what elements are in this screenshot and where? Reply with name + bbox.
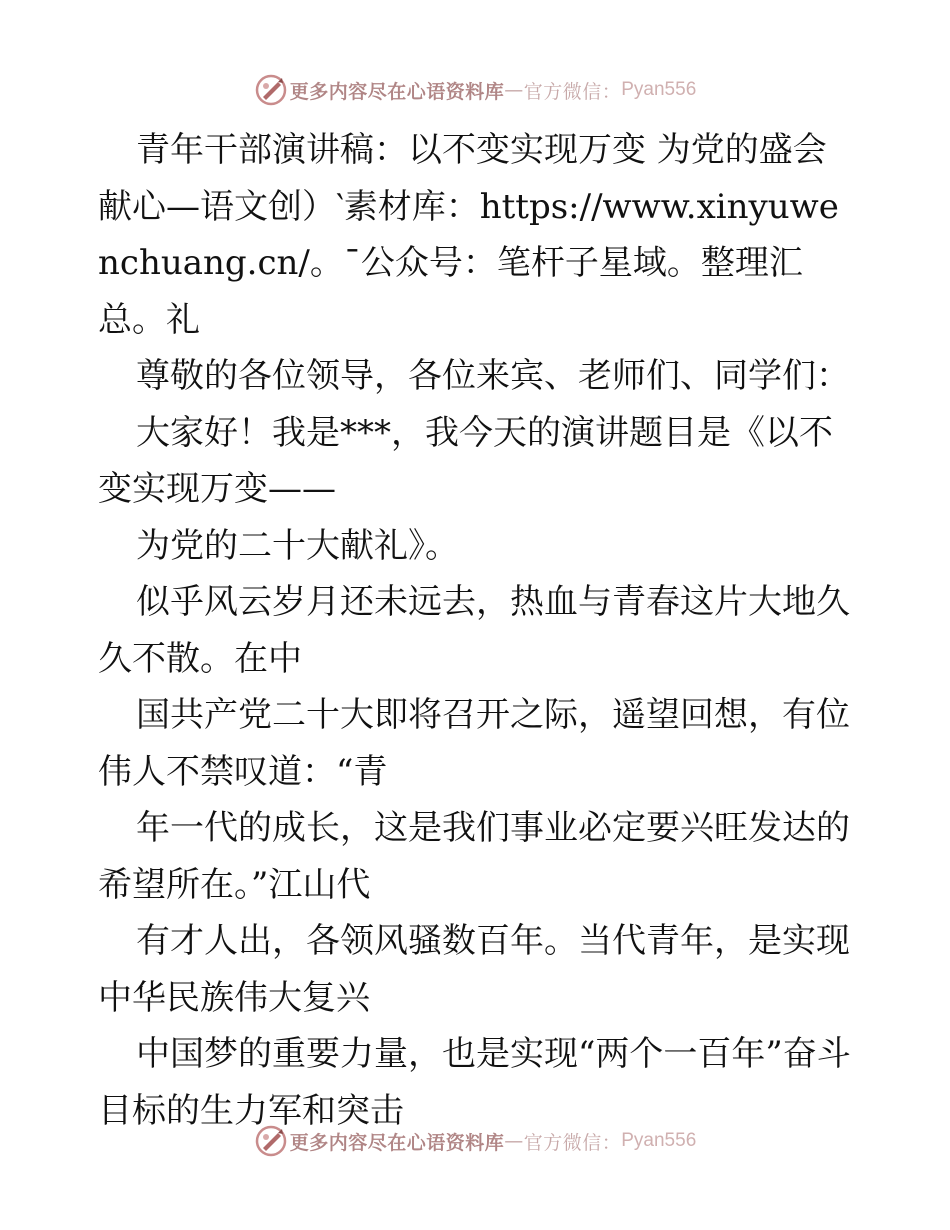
wechat-id: Pyan556	[621, 79, 697, 100]
paragraph: 有才人出，各领风骚数百年。当代青年，是实现中华民族伟大复兴	[98, 921, 850, 1018]
brand-name: 更多内容尽在心语资料库	[289, 1131, 505, 1154]
footer-watermark-banner	[0, 1121, 950, 1161]
paragraph: 尊敬的各位领导，各位来宾、老师们、同学们：	[136, 356, 850, 396]
header-watermark-banner	[0, 70, 950, 110]
paragraph: 似乎风云岁月还未远去，热血与青春这片大地久久不散。在中	[98, 582, 850, 679]
wechat-label: 官方微信：	[523, 80, 622, 103]
paragraph: 大家好！我是***，我今天的演讲题目是《以不变实现万变——	[98, 412, 833, 509]
paragraph: 中国梦的重要力量，也是实现“两个一百年”奋斗目标的生力军和突击	[98, 1034, 851, 1131]
paragraph: 为党的二十大献礼》。	[136, 525, 459, 566]
document-body	[98, 122, 858, 1139]
brand-name: 更多内容尽在心语资料库	[289, 80, 505, 103]
paragraph-title: 青年干部演讲稿：以不变实现万变 为党的盛会献心—语文创）‵素材库：https://www.xinyuwenchuang.cn/。¯公众号：笔杆子星域。整理汇总。礼	[98, 130, 839, 340]
brand-logo-icon	[254, 73, 288, 107]
paragraph: 年一代的成长，这是我们事业必定要兴旺发达的希望所在。”江山代	[98, 808, 850, 905]
banner-separator: —	[504, 79, 524, 101]
brand-logo-icon	[254, 1124, 288, 1158]
wechat-label: 官方微信：	[523, 1131, 622, 1154]
wechat-id: Pyan556	[621, 1130, 697, 1151]
banner-separator: —	[504, 1130, 524, 1152]
paragraph: 国共产党二十大即将召开之际，遥望回想，有位伟人不禁叹道：“青	[98, 695, 850, 792]
